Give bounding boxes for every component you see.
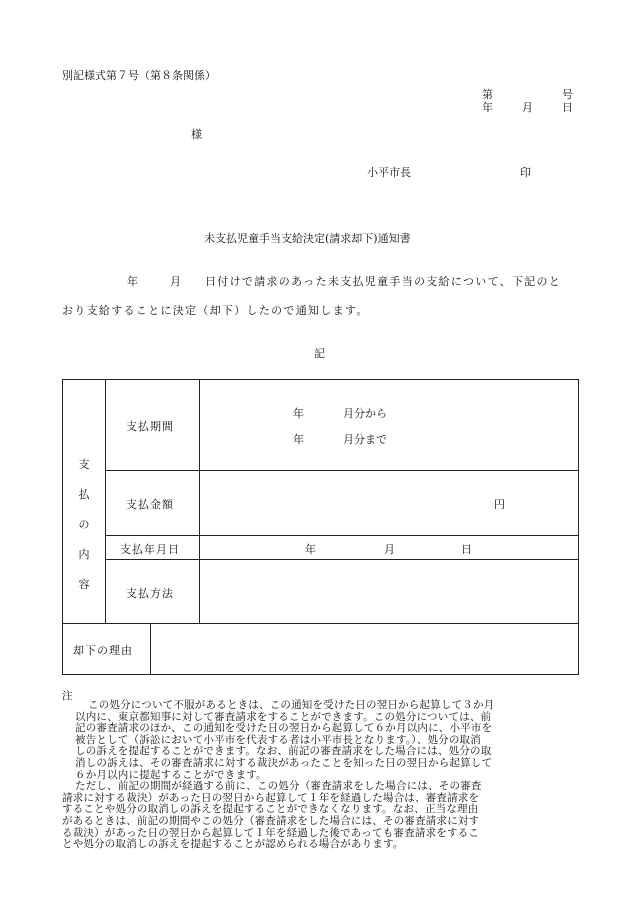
date-month: 月 [522, 101, 533, 114]
period-value-cell [200, 380, 579, 471]
amount-unit: 円 [494, 498, 505, 511]
reject-reason-value-cell [151, 624, 579, 675]
payment-date-day: 日 [461, 543, 472, 556]
date-label-cell [106, 536, 200, 560]
addressee-suffix: 様 [191, 128, 202, 141]
group-char-4: 内 [78, 548, 90, 561]
form-label: 別記様式第７号（第８条関係） [62, 69, 216, 82]
note-p2-line: することや処分の取消しの訴えを提起することができなくなります。なお、正当な理由 [62, 803, 479, 816]
note-p1-line: 記の審査請求のほか、この通知を受けた日の翌日から起算して６か月以内に、小平市を [75, 722, 493, 735]
group-char-1: 支 [78, 458, 90, 471]
amount-label: 支払金額 [126, 498, 174, 511]
body-month: 月 [170, 275, 181, 288]
amount-value-cell [200, 471, 579, 536]
payment-table [62, 379, 579, 675]
issuer-seal: 印 [520, 166, 531, 179]
method-label-cell [106, 560, 200, 624]
note-p1-line: しの訴えを提起することができます。なお、前記の審査請求をした場合には、処分の取 [75, 745, 492, 758]
payment-date-month: 月 [384, 543, 395, 556]
amount-label-cell [106, 471, 200, 536]
reject-reason-label: 却下の理由 [73, 644, 133, 657]
note-p1-line: ６か月以内に提起することができます。 [75, 768, 267, 781]
group-char-3: の [78, 518, 90, 531]
date-day: 日 [562, 101, 573, 114]
period-label-cell [106, 380, 200, 471]
body-line1: 日付けで請求のあった未支払児童手当の支給について、下記のと [205, 275, 562, 288]
period-to-text: 月分まで [343, 433, 387, 446]
period-to-year: 年 [293, 433, 304, 446]
reject-label-cell [63, 624, 151, 675]
payment-date-year: 年 [305, 543, 316, 556]
note-p1-line: 以内に、東京都知事に対して審査請求をすることができます。この処分については、前 [75, 710, 492, 723]
group-char-2: 払 [78, 488, 90, 501]
note-p2-line: 請求に対する裁決）があった日の翌日から起算して１年を経過した場合は、審査請求を [62, 791, 480, 804]
issuer-name: 小平市長 [367, 166, 411, 179]
ki-heading: 記 [314, 347, 325, 360]
doc-number-dai: 第 [482, 88, 493, 101]
period-label: 支払期間 [126, 420, 174, 433]
note-p2-line: があるときは、前記の期間やこの処分（審査請求をした場合には、その審査請求に対す [62, 814, 480, 827]
note-p1-line: 被告として（訴訟において小平市を代表する者は小平市長となります。）、処分の取消 [75, 733, 481, 746]
note-p1-line: この処分について不服があるときは、この通知を受けた日の翌日から起算して３か月 [88, 699, 495, 711]
document-title: 未支払児童手当支給決定(請求却下)通知書 [204, 232, 411, 245]
note-p1-line: 消しの訴えは、その審査請求に対する裁決があったことを知った日の翌日から起算して [75, 756, 493, 769]
note-p2-line: る裁決）があった日の翌日から起算して１年を経過した後であっても審査請求をするこ [62, 826, 480, 839]
doc-number-go: 号 [562, 88, 573, 101]
method-label: 支払方法 [126, 587, 174, 600]
note-heading: 注 [62, 690, 73, 702]
body-line2: おり支給することに決定（却下）したので通知します。 [62, 304, 369, 317]
body-year: 年 [127, 275, 138, 288]
period-from-year: 年 [293, 407, 304, 420]
group-char-5: 容 [78, 578, 90, 591]
method-value-cell [200, 560, 579, 624]
period-from-text: 月分から [343, 407, 387, 420]
payment-details-group [63, 380, 106, 624]
payment-date-value-cell [200, 536, 579, 560]
note-p2-line: ただし、前記の期間が経過する前に、この処分（審査請求をした場合には、その審査 [75, 780, 482, 793]
date-year: 年 [482, 101, 493, 114]
note-body [62, 700, 494, 851]
note-p2-line: とや処分の取消しの訴えを提起することが認められる場合があります。 [62, 838, 404, 851]
payment-date-label: 支払年月日 [120, 543, 180, 556]
